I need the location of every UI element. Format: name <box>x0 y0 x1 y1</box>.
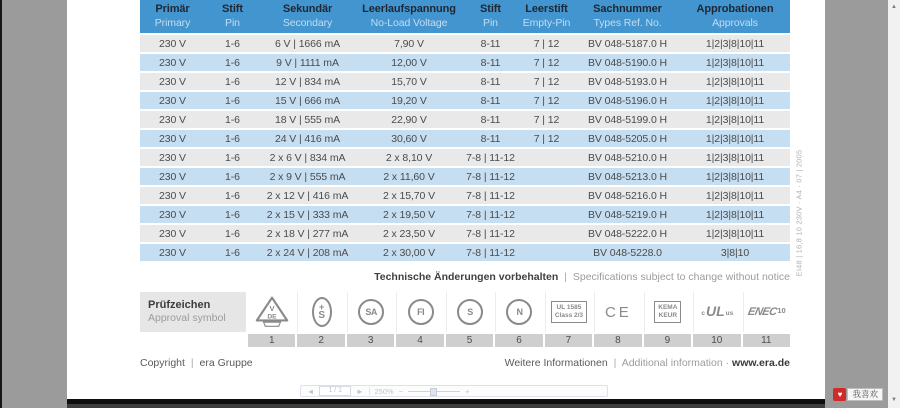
table-cell: 3|8|10 <box>720 246 750 259</box>
column-header-de: Leerlaufspannung <box>362 3 456 16</box>
table-row <box>140 187 790 204</box>
notice-divider: | <box>564 271 567 283</box>
zoom-out-icon[interactable]: − <box>398 386 404 396</box>
table-body <box>140 35 790 261</box>
table-row <box>140 92 790 109</box>
zoom-percent[interactable]: 250% <box>374 386 394 396</box>
table-cell: BV 048-5196.0 H <box>587 94 668 107</box>
table-cell: 230 V <box>159 246 186 259</box>
table-cell: 1-6 <box>225 246 240 259</box>
more-info <box>505 357 790 369</box>
table-cell: 2 x 18 V | 277 mA <box>266 227 349 240</box>
next-page-icon[interactable]: ► <box>356 386 364 396</box>
table-row <box>140 206 790 223</box>
table-cell: 230 V <box>159 189 186 202</box>
approval-number: 8 <box>594 334 641 347</box>
approval-cell <box>644 292 691 347</box>
ce-mark-icon: CE <box>594 292 641 332</box>
table-cell: 15,70 V <box>391 75 427 88</box>
table-cell: 8-11 <box>480 94 501 107</box>
column-header-en: Approvals <box>712 16 758 29</box>
column-header-en: Empty-Pin <box>522 16 571 29</box>
svg-text:DE: DE <box>267 313 277 321</box>
table-cell: 1-6 <box>225 189 240 202</box>
table-cell: 7-8 | 11-12 <box>466 208 515 221</box>
approval-cell <box>297 292 344 347</box>
column-header-de: Leerstift <box>525 3 568 16</box>
column-header-en: Types Ref. No. <box>593 16 662 29</box>
table-cell: BV 048-5216.0 H <box>587 189 668 202</box>
table-cell: 8-11 <box>480 75 501 88</box>
table-cell: BV 048-5187.0 H <box>587 37 668 50</box>
table-cell: 2 x 12 V | 416 mA <box>266 189 349 202</box>
approval-cell <box>693 292 740 347</box>
scroll-down-icon[interactable]: ▼ <box>891 396 897 403</box>
column-header-en: Primary <box>154 16 191 29</box>
table-cell: 7 | 12 <box>533 37 560 50</box>
page-footer <box>140 357 790 369</box>
column-header <box>463 3 518 30</box>
vertical-scrollbar[interactable] <box>888 0 900 408</box>
table-cell: 230 V <box>159 170 186 183</box>
table-cell: 7-8 | 11-12 <box>466 246 515 259</box>
zoom-slider-knob[interactable] <box>430 388 437 396</box>
page-bottom-shadow <box>67 404 825 408</box>
datasheet-page <box>67 0 825 399</box>
table-row <box>140 73 790 90</box>
info-divider: | <box>613 357 617 369</box>
column-header <box>205 3 260 30</box>
company-name: era Gruppe <box>199 357 253 369</box>
copyright <box>140 357 253 369</box>
table-cell: 1-6 <box>225 75 240 88</box>
table-cell: 230 V <box>159 37 186 50</box>
table-cell: BV 048-5210.0 H <box>587 151 668 164</box>
page-indicator[interactable]: 1 / 1 <box>319 386 351 396</box>
approval-number: 1 <box>248 334 295 347</box>
table-cell: 1-6 <box>225 132 240 145</box>
table-cell: 2 x 30,00 V <box>382 246 436 259</box>
column-header <box>140 3 205 30</box>
approval-label-en: Approval symbol <box>148 312 226 325</box>
fimko-fi-mark-icon: FI <box>396 292 443 332</box>
table-cell: 2 x 9 V | 555 mA <box>269 170 346 183</box>
approval-cell <box>446 292 493 347</box>
ul-1585-mark-icon: UL 1585 Class 2/3 <box>545 292 592 332</box>
table-cell: 15 V | 666 mA <box>274 94 341 107</box>
table-cell: 1-6 <box>225 170 240 183</box>
table-cell: 22,90 V <box>391 113 427 126</box>
table-cell: 1-6 <box>225 227 240 240</box>
like-button[interactable] <box>833 388 883 401</box>
csa-mark-icon: SA <box>347 292 394 332</box>
column-header <box>518 3 575 30</box>
table-cell: 8-11 <box>480 37 501 50</box>
table-row <box>140 130 790 147</box>
table-cell: 230 V <box>159 94 186 107</box>
table-cell: 7 | 12 <box>533 94 560 107</box>
change-notice <box>140 271 790 283</box>
table-cell: 7 | 12 <box>533 113 560 126</box>
viewer-toolbar[interactable] <box>300 385 608 397</box>
spec-table <box>140 0 790 263</box>
table-cell: 24 V | 416 mA <box>274 132 341 145</box>
approval-cell <box>396 292 443 347</box>
approval-number: 11 <box>743 334 790 347</box>
table-cell: 2 x 15,70 V <box>382 189 436 202</box>
window-left-edge <box>0 0 2 408</box>
table-cell: 1-6 <box>225 56 240 69</box>
table-cell: BV 048-5213.0 H <box>587 170 668 183</box>
prev-page-icon[interactable]: ◄ <box>307 386 315 396</box>
svg-text:V: V <box>269 304 275 314</box>
table-cell: 1|2|3|8|10|11 <box>705 208 765 221</box>
table-row <box>140 225 790 242</box>
approval-number: 6 <box>495 334 542 347</box>
table-row <box>140 111 790 128</box>
table-cell: 1|2|3|8|10|11 <box>705 189 765 202</box>
document-side-note: EI48 | 16,8 10 230V · A4 · 07 | 2005 <box>794 149 804 277</box>
kema-keur-mark-icon: KEMA KEUR <box>644 292 691 332</box>
semko-s-mark-icon: + S <box>297 292 344 332</box>
approval-number: 2 <box>297 334 344 347</box>
like-button-label: 我喜欢 <box>847 388 883 401</box>
table-cell: 8-11 <box>480 56 501 69</box>
approval-number: 9 <box>644 334 691 347</box>
table-cell: 7-8 | 11-12 <box>466 151 515 164</box>
table-cell: 19,20 V <box>391 94 427 107</box>
table-cell: 7 | 12 <box>533 56 560 69</box>
approval-number: 4 <box>396 334 443 347</box>
table-cell: 12 V | 834 mA <box>274 75 341 88</box>
approval-label <box>140 292 246 332</box>
table-row <box>140 149 790 166</box>
table-cell: 6 V | 1666 mA <box>274 37 341 50</box>
table-cell: 230 V <box>159 208 186 221</box>
approval-number: 7 <box>545 334 592 347</box>
table-cell: 230 V <box>159 113 186 126</box>
column-header-en: No-Load Voltage <box>370 16 448 29</box>
table-cell: 7 | 12 <box>533 132 560 145</box>
approval-label-de: Prüfzeichen <box>148 299 211 311</box>
table-cell: BV 048-5222.0 H <box>587 227 668 240</box>
toolbar-separator <box>369 387 370 395</box>
column-header-en: Secondary <box>282 16 333 29</box>
demko-s-mark-icon: S <box>446 292 493 332</box>
table-cell: 30,60 V <box>391 132 427 145</box>
table-cell: 7 | 12 <box>533 75 560 88</box>
column-header-de: Stift <box>222 3 243 16</box>
table-cell: BV 048-5219.0 H <box>587 208 668 221</box>
table-cell: BV 048-5190.0 H <box>587 56 668 69</box>
table-cell: 1|2|3|8|10|11 <box>705 56 765 69</box>
column-header <box>575 3 680 30</box>
info-en: Additional information <box>621 357 723 369</box>
table-header-row <box>140 0 790 33</box>
cul-us-mark-icon: c UL us <box>693 292 740 332</box>
table-cell: BV 048-5228.0 <box>593 246 662 259</box>
approval-number: 3 <box>347 334 394 347</box>
table-cell: 2 x 11,60 V <box>383 170 435 183</box>
approval-cell <box>594 292 641 347</box>
approval-cell <box>743 292 790 347</box>
table-cell: 230 V <box>159 227 186 240</box>
column-header-de: Primär <box>155 3 190 16</box>
table-row <box>140 54 790 71</box>
heart-icon: ♥ <box>833 388 846 401</box>
website-link[interactable]: www.era.de <box>732 357 790 369</box>
table-cell: 2 x 23,50 V <box>382 227 436 240</box>
table-row <box>140 244 790 261</box>
enec-mark-icon: ENEC 10 <box>743 292 790 332</box>
zoom-slider[interactable] <box>408 391 460 392</box>
approval-symbol-cells <box>248 292 790 347</box>
table-cell: 1|2|3|8|10|11 <box>705 37 765 50</box>
table-cell: 12,00 V <box>391 56 427 69</box>
table-cell: 7-8 | 11-12 <box>466 227 515 240</box>
table-cell: 1|2|3|8|10|11 <box>705 227 765 240</box>
table-cell: 230 V <box>159 56 186 69</box>
scroll-up-icon[interactable]: ▲ <box>891 3 897 10</box>
table-cell: 1-6 <box>225 208 240 221</box>
table-cell: 2 x 19,50 V <box>382 208 436 221</box>
table-cell: BV 048-5205.0 H <box>587 132 668 145</box>
approval-cell <box>495 292 542 347</box>
notice-en: Specifications subject to change without notice <box>572 271 790 283</box>
table-cell: 2 x 6 V | 834 mA <box>269 151 346 164</box>
approval-number: 5 <box>446 334 493 347</box>
table-cell: 1|2|3|8|10|11 <box>705 113 765 126</box>
table-cell: 1|2|3|8|10|11 <box>705 75 765 88</box>
zoom-in-icon[interactable]: + <box>465 386 470 396</box>
table-cell: 2 x 15 V | 333 mA <box>266 208 349 221</box>
table-cell: 1|2|3|8|10|11 <box>705 151 765 164</box>
table-cell: 18 V | 555 mA <box>274 113 341 126</box>
nemko-n-mark-icon: N <box>495 292 542 332</box>
approval-number: 10 <box>693 334 740 347</box>
column-header <box>260 3 355 30</box>
approval-cell <box>248 292 295 347</box>
table-cell: 230 V <box>159 75 186 88</box>
table-cell: 230 V <box>159 151 186 164</box>
column-header-en: Pin <box>225 16 240 29</box>
column-header-en: Pin <box>483 16 498 29</box>
table-cell: 1|2|3|8|10|11 <box>705 132 765 145</box>
vde-mark-icon <box>248 292 295 332</box>
table-cell: 7-8 | 11-12 <box>466 170 515 183</box>
table-row <box>140 168 790 185</box>
table-cell: BV 048-5193.0 H <box>587 75 668 88</box>
column-header-de: Sachnummer <box>593 3 662 16</box>
table-cell: 1|2|3|8|10|11 <box>705 94 765 107</box>
table-cell: BV 048-5199.0 H <box>587 113 668 126</box>
column-header-de: Approbationen <box>696 3 774 16</box>
table-cell: 2 x 8,10 V <box>385 151 433 164</box>
column-header <box>355 3 463 30</box>
table-cell: 230 V <box>159 132 186 145</box>
table-cell: 8-11 <box>480 132 501 145</box>
table-cell: 9 V | 1111 mA <box>276 56 339 69</box>
table-cell: 7-8 | 11-12 <box>466 189 515 202</box>
column-header-de: Stift <box>480 3 501 16</box>
table-cell: 1-6 <box>225 94 240 107</box>
info-dot: · <box>725 357 730 369</box>
table-cell: 2 x 24 V | 208 mA <box>266 246 349 259</box>
column-header-de: Sekundär <box>282 3 333 16</box>
table-cell: 1-6 <box>225 151 240 164</box>
info-de: Weitere Informationen <box>504 357 608 369</box>
copyright-label: Copyright <box>140 357 185 369</box>
table-cell: 1-6 <box>225 37 240 50</box>
column-header <box>680 3 790 30</box>
table-cell: 1-6 <box>225 113 240 126</box>
copyright-divider: | <box>190 357 194 369</box>
table-cell: 8-11 <box>480 113 501 126</box>
approval-cell <box>545 292 592 347</box>
table-cell: 1|2|3|8|10|11 <box>705 170 765 183</box>
approval-cell <box>347 292 394 347</box>
table-cell: 7,90 V <box>394 37 424 50</box>
approval-strip <box>140 292 790 347</box>
table-row <box>140 35 790 52</box>
notice-de: Technische Änderungen vorbehalten <box>374 271 559 283</box>
